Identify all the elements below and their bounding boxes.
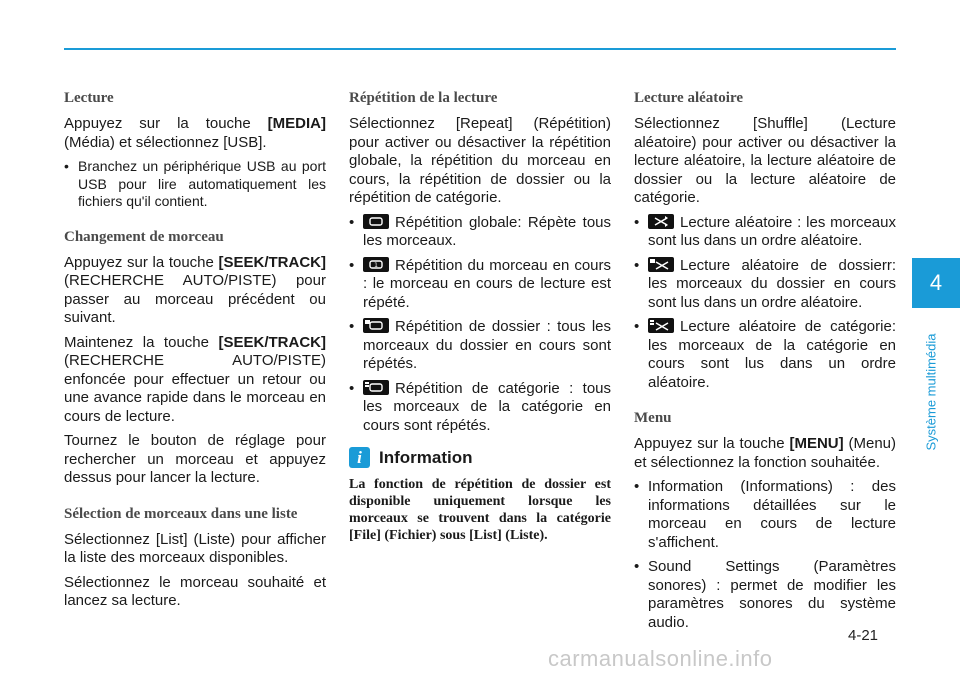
list-item: • Répétition globale: Répète tous les morceaux. bbox=[349, 214, 611, 251]
repeat-one-icon bbox=[363, 257, 389, 272]
changement-paragraph-3: Tournez le bouton de réglage pour rechercher un morceau et appuyez dessus pour lancer la lecture. bbox=[64, 432, 326, 486]
page-number: 4-21 bbox=[848, 627, 879, 644]
section-selection bbox=[64, 506, 326, 611]
list-item: • Branchez un périphérique USB au port USB pour lire automatiquement les fichiers qu'il contient. bbox=[64, 158, 326, 211]
changement-paragraph-2: Maintenez la touche [SEEK/TRACK] (RECHERCHE AUTO/PISTE) enfoncée pour effectuer un retour ou une avance rapide dans le morceau en cours de lecture. bbox=[64, 333, 326, 425]
heading-repetition: Répétition de la lecture bbox=[349, 90, 498, 106]
heading-aleatoire: Lecture aléatoire bbox=[634, 90, 743, 106]
watermark: carmanualsonline.info bbox=[548, 646, 773, 671]
top-rule bbox=[64, 48, 896, 50]
media-key: [MEDIA] bbox=[267, 115, 326, 132]
section-lecture bbox=[64, 90, 326, 211]
menu-paragraph: Appuyez sur la touche [MENU] (Menu) et sélectionnez la fonction souhaitée. bbox=[634, 435, 897, 471]
heading-changement: Changement de morceau bbox=[64, 228, 224, 245]
repeat-all-icon bbox=[363, 214, 389, 229]
column-1 bbox=[64, 90, 326, 629]
list-item: • Sound Settings (Paramètres sonores) : permet de modifier les paramètres sonores du système audio. bbox=[634, 558, 896, 632]
list-item: • 1 Répétition du morceau en cours : le morceau en cours de lecture est répété. bbox=[349, 257, 611, 313]
lecture-paragraph: Appuyez sur la touche [MEDIA] (Média) et sélectionnez [USB]. bbox=[64, 115, 326, 151]
section-changement bbox=[64, 229, 326, 488]
list-item: • Information (Informations) : des informations détaillées sur le morceau en cours de lecture s'affichent. bbox=[634, 478, 896, 552]
section-repetition bbox=[349, 90, 611, 435]
list-item: • Répétition de catégorie : tous les morceaux de la catégorie en cours sont répétés. bbox=[349, 380, 611, 436]
info-icon: i bbox=[349, 447, 370, 468]
heading-lecture: Lecture bbox=[64, 90, 114, 106]
chapter-label: Système multimédia bbox=[923, 333, 939, 451]
info-title: Information bbox=[379, 447, 473, 467]
repeat-category-icon bbox=[363, 380, 389, 395]
column-2 bbox=[349, 90, 611, 544]
list-item: • Répétition de dossier : tous les morceaux du dossier en cours sont répétés. bbox=[349, 318, 611, 374]
heading-menu: Menu bbox=[634, 410, 672, 426]
list-item: • Lecture aléatoire de catégorie: les morceaux de la catégorie en cours sont lus dans un ordre aléatoire. bbox=[634, 318, 896, 392]
section-aleatoire bbox=[634, 90, 896, 392]
selection-paragraph-1: Sélectionnez [List] (Liste) pour afficher la liste des morceaux disponibles. bbox=[64, 530, 326, 566]
svg-text:1: • 1 bbox=[374, 261, 378, 269]
repetition-paragraph: Sélectionnez [Repeat] (Répétition) pour activer ou désactiver la répétition globale, la répétition du morceau en cours, la répétition de dossier ou la répétition de catégorie. bbox=[349, 115, 611, 206]
aleatoire-paragraph: Sélectionnez [Shuffle] (Lecture aléatoire) pour activer ou désactiver la lecture aléatoire, la lecture aléatoire de dossier ou la lecture aléatoire de catégorie. bbox=[634, 115, 896, 206]
list-item: • Lecture aléatoire : les morceaux sont lus dans un ordre aléatoire. bbox=[634, 214, 896, 251]
repeat-folder-icon bbox=[363, 318, 389, 333]
changement-paragraph-1: Appuyez sur la touche [SEEK/TRACK] (RECHERCHE AUTO/PISTE) pour passer au morceau précédent ou suivant. bbox=[64, 253, 326, 326]
section-menu bbox=[634, 410, 896, 632]
selection-paragraph-2: Sélectionnez le morceau souhaité et lancez sa lecture. bbox=[64, 573, 326, 609]
chapter-tab: 4 bbox=[912, 258, 960, 308]
info-box bbox=[349, 447, 611, 544]
list-item: • Lecture aléatoire de dossierr: les morceaux du dossier en cours sont lus dans un ordre aléatoire. bbox=[634, 257, 896, 313]
shuffle-folder-icon bbox=[648, 257, 674, 272]
info-text: La fonction de répétition de dossier est disponible uniquement lorsque les morceaux se trouvent dans la catégorie [File] (Fichier) sous [List] (Liste). bbox=[349, 477, 611, 543]
heading-selection: Sélection de morceaux dans une liste bbox=[64, 505, 298, 522]
shuffle-all-icon bbox=[648, 214, 674, 229]
shuffle-category-icon bbox=[648, 318, 674, 333]
column-3 bbox=[634, 90, 896, 650]
